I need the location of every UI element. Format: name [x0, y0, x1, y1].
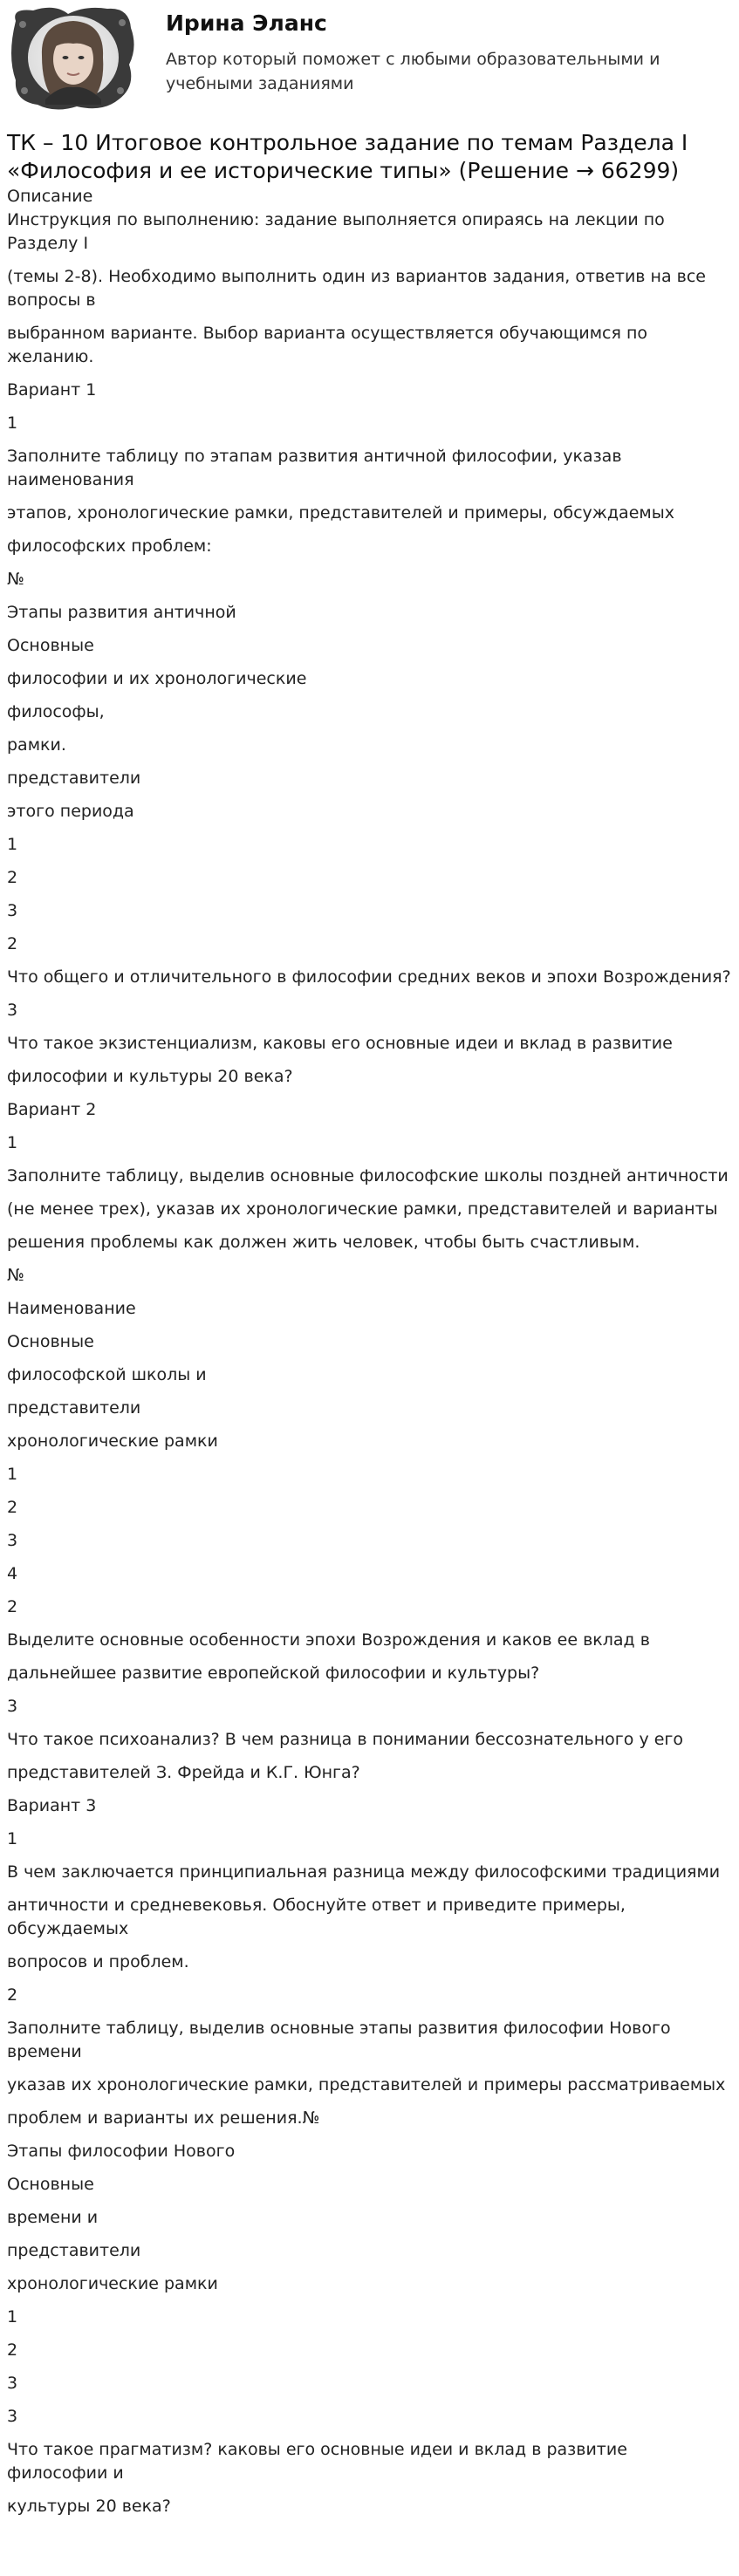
document-line: философы,	[7, 702, 105, 721]
author-description: Автор который поможет с любыми образовательными и учебными заданиями	[166, 50, 660, 93]
document-line: 1	[7, 1829, 18, 1848]
document-line: 2	[7, 1498, 18, 1517]
document-line: представители	[7, 2241, 141, 2260]
document-line: этапов, хронологические рамки, представителей и примеры, обсуждаемых	[7, 503, 674, 523]
document-line: Вариант 3	[7, 1796, 97, 1815]
document-line: решения проблемы как должен жить человек, чтобы быть счастливым.	[7, 1233, 640, 1252]
document-line: 2	[7, 934, 18, 953]
document-line: Основные	[7, 636, 94, 655]
author-header	[7, 0, 732, 113]
document-line: 1	[7, 2307, 18, 2327]
document-line: 2	[7, 1597, 18, 1616]
avatar	[7, 3, 138, 113]
document-line: 3	[7, 2407, 18, 2426]
document-line: Основные	[7, 1332, 94, 1351]
document-line: философии и культуры 20 века?	[7, 1067, 293, 1086]
document-body	[7, 208, 732, 2518]
document-line: Что общего и отличительного в философии средних веков и эпохи Возрождения?	[7, 967, 731, 987]
document-line: 3	[7, 1001, 18, 1020]
document-line: 1	[7, 835, 18, 854]
document-line: 3	[7, 1531, 18, 1550]
document-line: Заполните таблицу, выделив основные этапы развития философии Нового времени	[7, 2019, 676, 2061]
document-line: Что такое психоанализ? В чем разница в понимании бессознательного у его	[7, 1730, 684, 1749]
document-line: вопросов и проблем.	[7, 1952, 189, 1971]
document-line: Что такое прагматизм? каковы его основные идеи и вклад в развитие философии и	[7, 2440, 633, 2483]
document-line: Вариант 2	[7, 1100, 97, 1119]
document-line: времени и	[7, 2208, 99, 2227]
document-line: проблем и варианты их решения.№	[7, 2108, 320, 2128]
document-line: 2	[7, 1985, 18, 2005]
document-line: представители	[7, 769, 141, 788]
document-line: этого периода	[7, 802, 134, 821]
document-line: 2	[7, 868, 18, 887]
document-title: ТК – 10 Итоговое контрольное задание по темам Раздела I «Философия и ее исторические типы» (Решение → 66299)	[7, 130, 688, 183]
document-line: культуры 20 века?	[7, 2497, 171, 2516]
document-line: указав их хронологические рамки, представителей и примеры рассматриваемых	[7, 2075, 726, 2094]
document-line: №	[7, 1266, 24, 1285]
document-line: Инструкция по выполнению: задание выполняется опираясь на лекции по Разделу I	[7, 210, 670, 253]
document-line: Заполните таблицу по этапам развития античной философии, указав наименования	[7, 447, 627, 489]
author-photo-icon	[7, 3, 138, 113]
document-line: 1	[7, 1133, 18, 1152]
document-line: философии и их хронологические	[7, 669, 307, 688]
document-line: Наименование	[7, 1299, 136, 1318]
author-name[interactable]: Ирина Эланс	[166, 10, 327, 36]
document-line: 3	[7, 901, 18, 920]
document-line: хронологические рамки	[7, 2274, 218, 2293]
document-line: (не менее трех), указав их хронологические рамки, представителей и варианты	[7, 1199, 718, 1219]
document-line: (темы 2-8). Необходимо выполнить один из вариантов задания, ответив на все вопросы в	[7, 267, 712, 310]
document-line: философских проблем:	[7, 536, 212, 556]
document-line: дальнейшее развитие европейской философии и культуры?	[7, 1664, 540, 1683]
document-line: 1	[7, 1465, 18, 1484]
document-line: античности и средневековья. Обоснуйте ответ и приведите примеры, обсуждаемых	[7, 1896, 632, 1938]
document-line: Заполните таблицу, выделив основные философские школы поздней античности	[7, 1166, 729, 1186]
document-line: представителей З. Фрейда и К.Г. Юнга?	[7, 1763, 360, 1782]
document-line: выбранном варианте. Выбор варианта осуществляется обучающимся по желанию.	[7, 324, 653, 366]
document-line: В чем заключается принципиальная разница между философскими традициями	[7, 1862, 721, 1882]
document-line: Основные	[7, 2175, 94, 2194]
document-line: Этапы развития античной	[7, 603, 236, 622]
document-line: 3	[7, 2374, 18, 2393]
document-line: философской школы и	[7, 1365, 207, 1384]
document-line: Этапы философии Нового	[7, 2142, 236, 2161]
author-info	[166, 3, 707, 96]
document-line: рамки.	[7, 735, 66, 755]
document-line: 2	[7, 2340, 18, 2360]
document-line: 4	[7, 1564, 18, 1583]
document-line: Выделите основные особенности эпохи Возрождения и каков ее вклад в	[7, 1630, 650, 1650]
document-line: №	[7, 570, 24, 589]
description-label: Описание	[7, 187, 93, 206]
document-line: 3	[7, 1697, 18, 1716]
document-line: Вариант 1	[7, 380, 97, 400]
document-line: представители	[7, 1398, 141, 1418]
document-line: хронологические рамки	[7, 1431, 218, 1451]
document-line: 1	[7, 413, 18, 433]
document-line: Что такое экзистенциализм, каковы его основные идеи и вклад в развитие	[7, 1034, 673, 1053]
